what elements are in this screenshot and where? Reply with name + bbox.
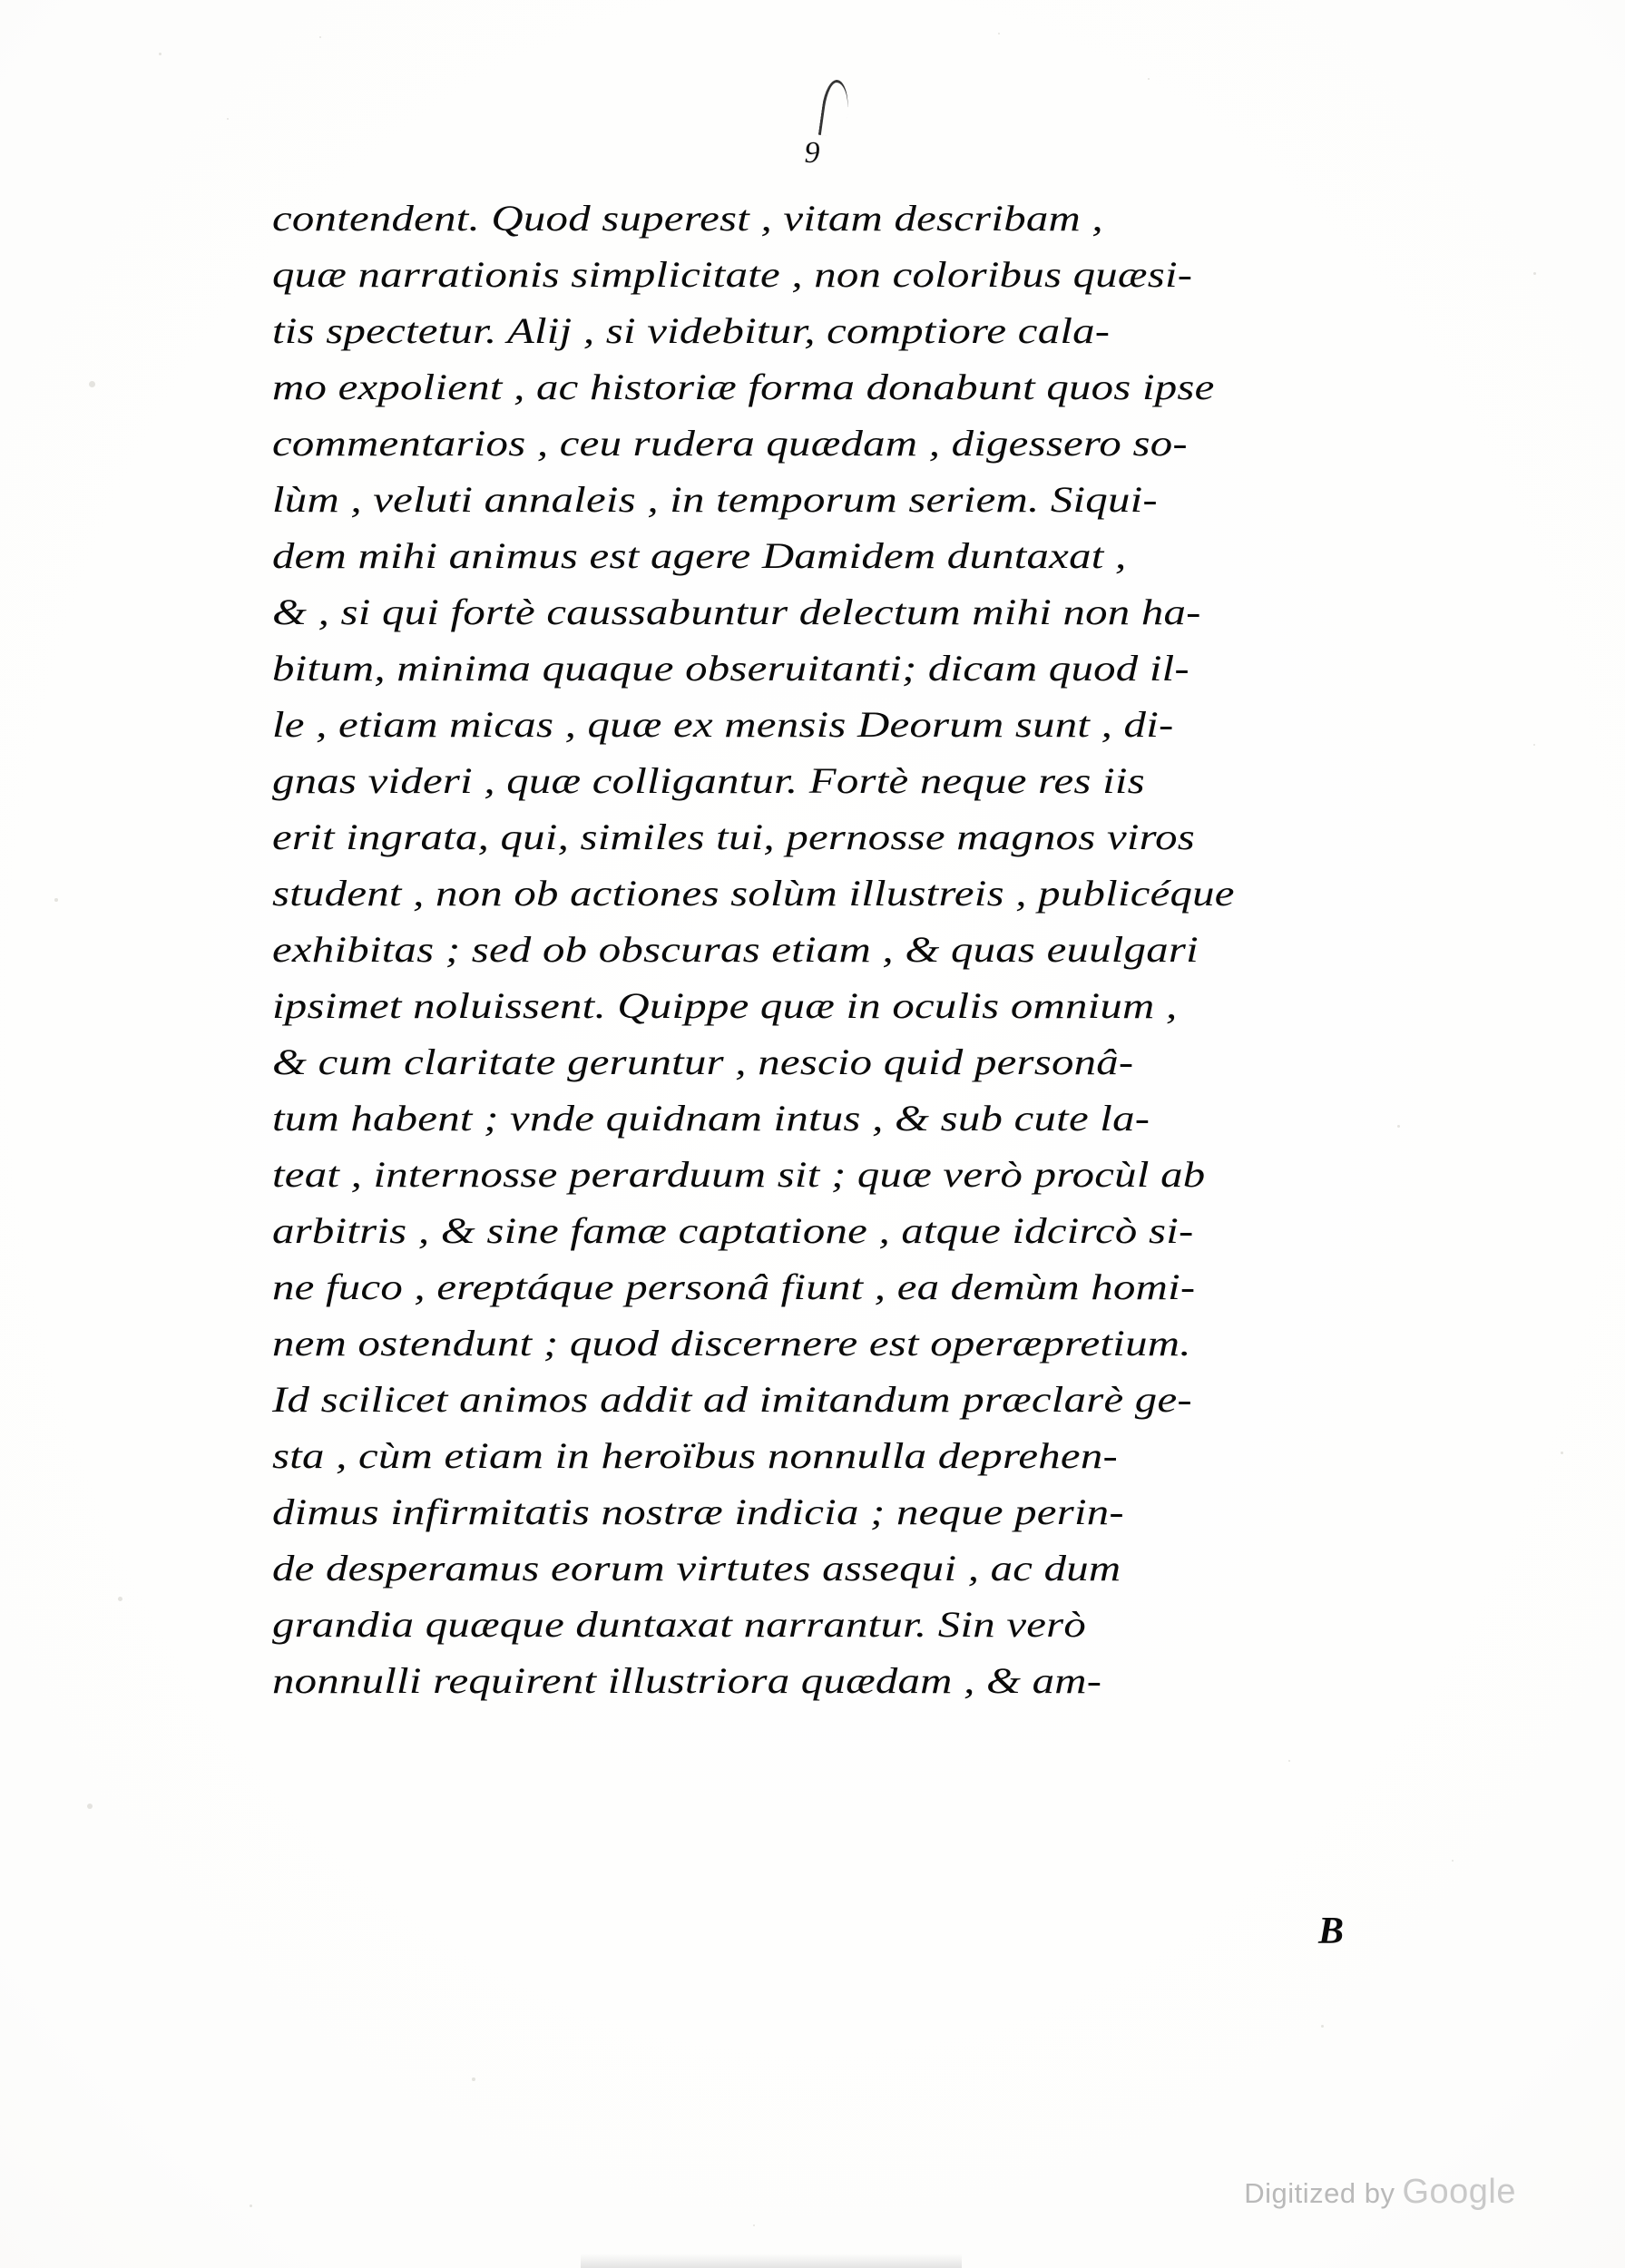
signature-mark: B: [1317, 1911, 1344, 1952]
text-line: contendent. Quod superest , vitam describam ,: [272, 198, 1103, 239]
scan-speck: [1397, 1125, 1400, 1128]
text-line: gnas videri , quæ colligantur. Fortè neque res iis: [272, 760, 1145, 801]
page-number: 9: [804, 136, 821, 170]
body-text-block: [272, 191, 1352, 1709]
text-line: & , si qui fortè caussabuntur delectum mihi non ha-: [272, 591, 1201, 632]
scan-speck: [319, 36, 321, 38]
text-line: & cum claritate geruntur , nescio quid personâ-: [272, 1041, 1134, 1082]
text-line: grandia quæque duntaxat narrantur. Sin verò: [272, 1604, 1087, 1645]
scan-speck: [1561, 1452, 1563, 1454]
scan-speck: [1148, 78, 1150, 80]
scan-speck: [89, 381, 95, 387]
text-line: erit ingrata, qui, similes tui, pernosse magnos viros: [272, 816, 1195, 857]
text-line: commentarios , ceu rudera quædam , digessero so-: [272, 423, 1188, 464]
scan-speck: [1533, 744, 1535, 746]
text-line: nonnulli requirent illustriora quædam , & am-: [272, 1660, 1102, 1701]
scan-speck: [1288, 1760, 1290, 1762]
scan-speck: [1452, 1860, 1454, 1862]
scan-speck: [159, 53, 162, 55]
page-bottom-shadow: [581, 2253, 962, 2268]
scan-speck: [87, 1804, 93, 1809]
text-line: arbitris , & sine famæ captatione , atque idcircò si-: [272, 1210, 1194, 1251]
text-line: exhibitas ; sed ob obscuras etiam , & quas euulgari: [272, 929, 1199, 970]
text-line: ipsimet noluissent. Quippe quæ in oculis omnium ,: [272, 985, 1178, 1026]
scan-speck: [54, 898, 58, 902]
text-line: tis spectetur. Alij , si videbitur, comptiore cala-: [272, 310, 1111, 351]
text-line: de desperamus eorum virtutes assequi , ac dum: [272, 1548, 1121, 1589]
scan-speck: [472, 2077, 475, 2081]
scan-speck: [227, 118, 229, 120]
text-line: dem mihi animus est agere Damidem duntaxat ,: [272, 535, 1127, 576]
text-line: mo expolient , ac historiæ forma donabunt quos ipse: [272, 367, 1215, 407]
text-line: tum habent ; vnde quidnam intus , & sub cute la-: [272, 1098, 1150, 1139]
google-digitized-watermark: [1244, 2173, 1516, 2212]
watermark-prefix: Digitized by: [1244, 2177, 1395, 2209]
page-number-flourish-mark: [817, 78, 851, 138]
text-line: ne fuco , ereptáque personâ fiunt , ea demùm homi-: [272, 1266, 1196, 1307]
text-line: nem ostendunt ; quod discernere est operæpretium.: [272, 1323, 1191, 1364]
scan-speck: [1321, 2025, 1324, 2028]
watermark-brand: Google: [1402, 2173, 1516, 2211]
text-line: bitum, minima quaque obseruitanti; dicam quod il-: [272, 648, 1189, 689]
text-line: le , etiam micas , quæ ex mensis Deorum sunt , di-: [272, 704, 1174, 745]
text-line: sta , cùm etiam in heroïbus nonnulla deprehen-: [272, 1435, 1118, 1476]
scan-speck: [753, 2224, 755, 2226]
scan-speck: [250, 2204, 252, 2207]
text-line: dimus infirmitatis nostræ indicia ; neque perin-: [272, 1491, 1124, 1532]
text-line: quæ narrationis simplicitate , non coloribus quæsi-: [272, 254, 1193, 295]
scan-speck: [118, 1597, 122, 1601]
text-line: lùm , veluti annaleis , in temporum seriem. Siqui-: [272, 479, 1158, 520]
text-line: Id scilicet animos addit ad imitandum præclarè ge-: [272, 1379, 1192, 1420]
text-line: student , non ob actiones solùm illustreis , publicéque: [272, 873, 1235, 914]
scan-speck: [1533, 272, 1536, 275]
text-line: teat , internosse perarduum sit ; quæ verò procùl ab: [272, 1154, 1206, 1195]
scan-speck: [998, 33, 1000, 34]
